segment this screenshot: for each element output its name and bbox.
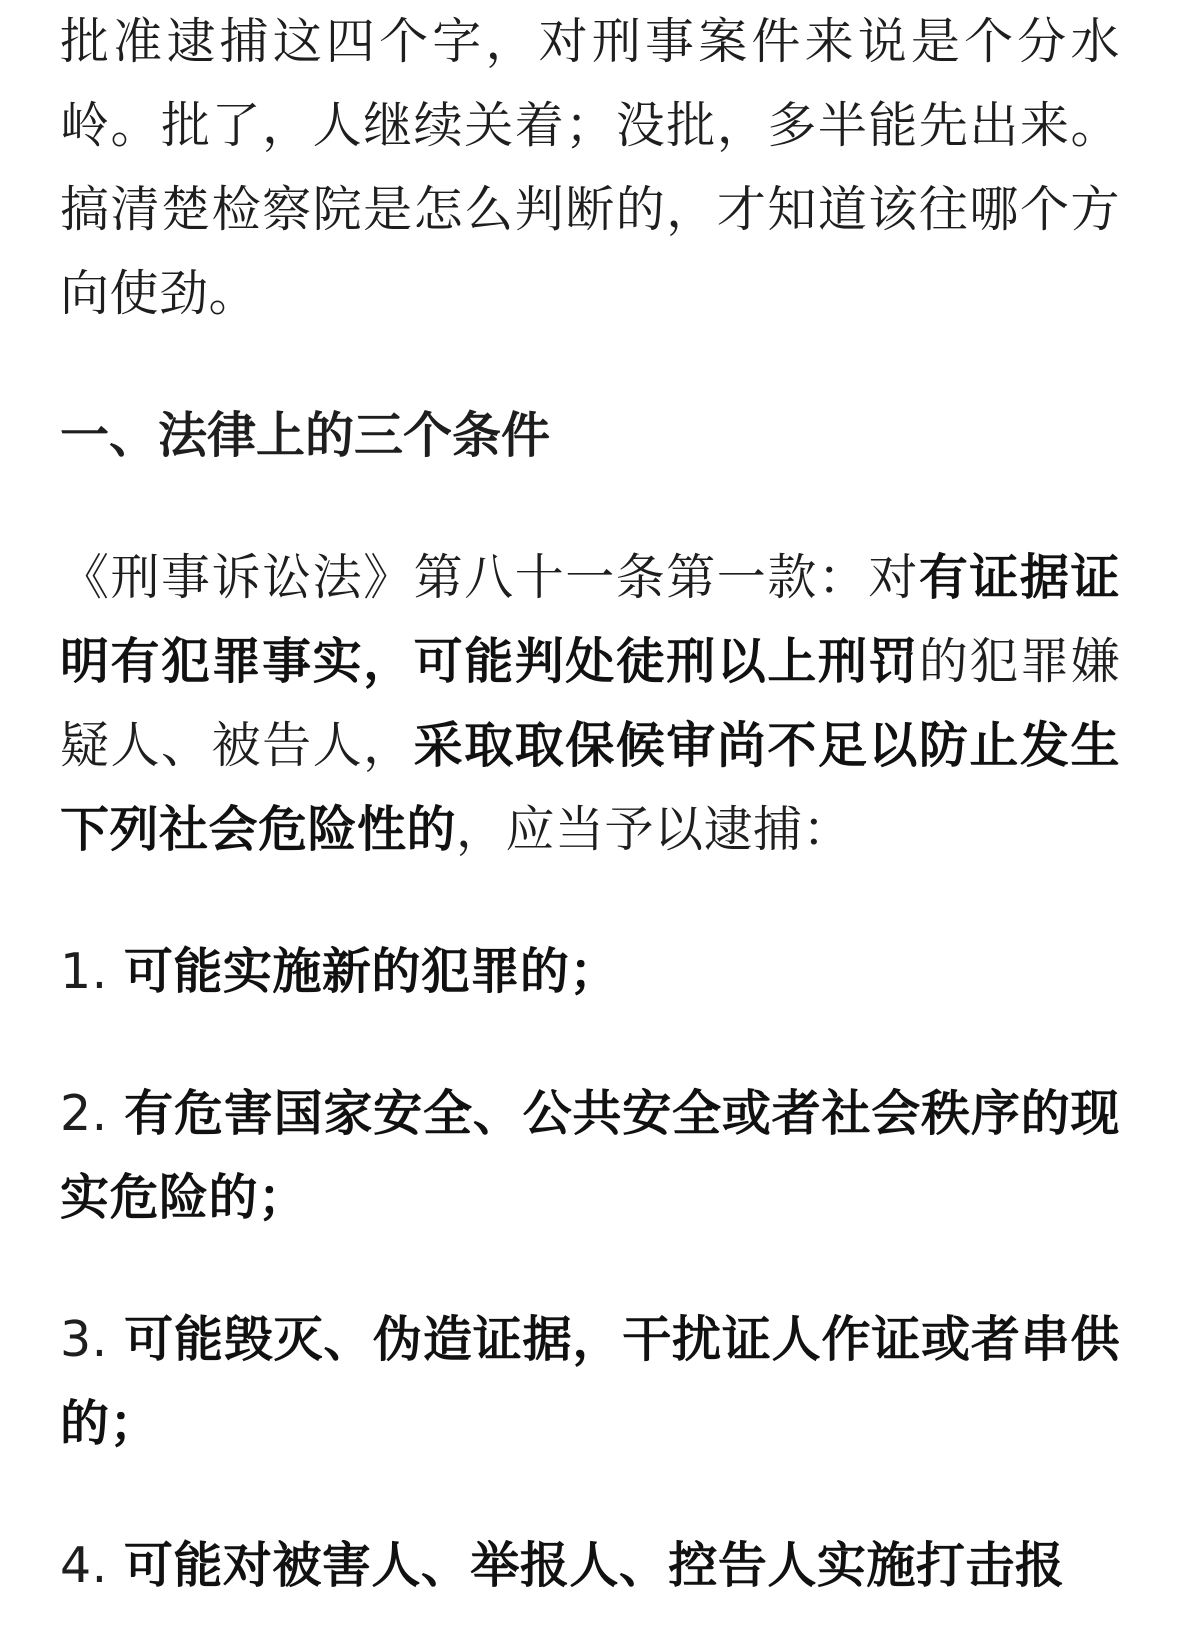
list-item-text: 有危害国家安全、公共安全或者社会秩序的现实危险的；: [60, 1085, 1120, 1226]
list-item: [60, 1072, 1120, 1240]
law-bold-text: 有证据证明有犯罪事实，可能判处徒刑以上刑罚: [60, 549, 1120, 690]
list-item-number: 2.: [60, 1085, 125, 1142]
list-item-number: 3.: [60, 1311, 125, 1368]
law-text: 《刑事诉讼法》第八十一条第一款：对: [60, 549, 919, 606]
list-item-number: 1.: [60, 943, 124, 1000]
list-item-text: 可能实施新的犯罪的；: [123, 943, 619, 1000]
intro-paragraph: 批准逮捕这四个字，对刑事案件来说是个分水岭。批了，人继续关着；没批，多半能先出来。搞清楚检察院是怎么判断的，才知道该往哪个方向使劲。: [60, 13, 1120, 322]
law-text: 的犯罪嫌疑人、被告人，: [60, 633, 1120, 774]
list-item-number: 4.: [60, 1537, 124, 1594]
law-bold-text: 采取取保候审尚不足以防止发生下列社会危险性的: [60, 717, 1120, 858]
list-item-text: 可能毁灭、伪造证据，干扰证人作证或者串供的；: [60, 1311, 1120, 1452]
list-item: [60, 930, 1120, 1014]
law-text: ，应当予以逮捕：: [456, 801, 853, 858]
list-item-text: 可能对被害人、举报人、控告人实施打击报: [123, 1537, 1065, 1594]
list-item: [60, 1524, 1120, 1608]
law-paragraph: [60, 536, 1120, 872]
section-heading: 一、法律上的三个条件: [60, 407, 551, 464]
list-item: [60, 1298, 1120, 1466]
